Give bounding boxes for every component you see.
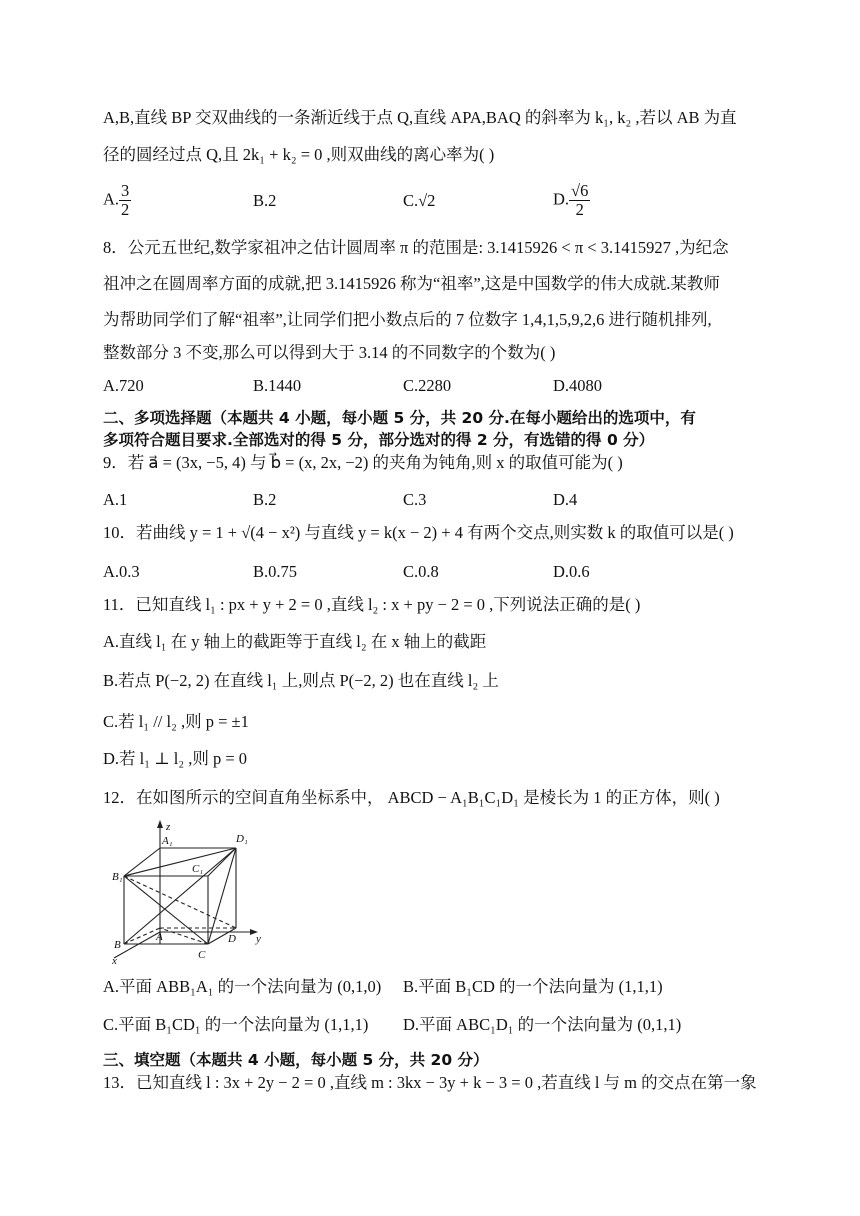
q10-option-b: B.0.75 bbox=[253, 562, 298, 581]
q8-option-b: B.1440 bbox=[253, 376, 302, 395]
label-y: y bbox=[256, 933, 261, 945]
q11-option-c: C.若 l₁ // l₂ ,则 p = ±1 bbox=[103, 712, 249, 731]
section3-heading: 三、填空题（本题共 4 小题，每小题 5 分，共 20 分） bbox=[103, 1051, 489, 1069]
q12-options-row1 bbox=[103, 976, 763, 998]
z-axis-arrow-icon bbox=[157, 820, 163, 828]
q7-option-d bbox=[553, 182, 590, 219]
q12-option-d: D.平面 ABC₁D₁ 的一个法向量为 (0,1,1) bbox=[403, 1015, 682, 1034]
label-d: D bbox=[228, 933, 236, 945]
q10-option-d: D.0.6 bbox=[553, 562, 590, 581]
q12-text: 12．在如图所示的空间直角坐标系中， ABCD − A₁B₁C₁D₁ 是棱长为 1 的正方体，则( ) bbox=[103, 788, 720, 807]
q10-options bbox=[103, 561, 763, 583]
section2-heading-line2: 多项符合题目要求.全部选对的得 5 分，部分选对的得 2 分，有选错的得 0 分） bbox=[103, 431, 655, 449]
q9-option-a: A.1 bbox=[103, 490, 128, 509]
q7-option-a-fraction bbox=[119, 182, 131, 219]
q12-option-a: A.平面 ABB₁A₁ 的一个法向量为 (0,1,0) bbox=[103, 977, 382, 996]
q12-option-c: C.平面 B₁CD₁ 的一个法向量为 (1,1,1) bbox=[103, 1015, 369, 1034]
q9-text: 9．若 a⃗ = (3x, −5, 4) 与 b⃗ = (x, 2x, −2) 的夹角为钝角,则 x 的取值可能为( ) bbox=[103, 453, 623, 472]
label-c: C bbox=[198, 949, 206, 961]
q8-option-d: D.4080 bbox=[553, 376, 603, 395]
q10-text: 10．若曲线 y = 1 + √(4 − x²) 与直线 y = k(x − 2) + 4 有两个交点,则实数 k 的取值可以是( ) bbox=[103, 523, 734, 542]
q8-line3: 为帮助同学们了解“祖率”,让同学们把小数点后的 7 位数字 1,4,1,5,9,2,6 进行随机排列, bbox=[103, 310, 712, 329]
label-b: B bbox=[114, 939, 121, 951]
q9-option-b: B.2 bbox=[253, 490, 277, 509]
q8-options bbox=[103, 375, 763, 397]
q8-line4: 整数部分 3 不变,那么可以得到大于 3.14 的不同数字的个数为( ) bbox=[103, 343, 556, 362]
diag-c-a bbox=[160, 928, 208, 944]
label-c1: C₁ bbox=[192, 863, 204, 875]
label-d1: D₁ bbox=[236, 833, 248, 845]
q7-line2: 径的圆经过点 Q,且 2k₁ + k₂ = 0 ,则双曲线的离心率为( ) bbox=[103, 145, 495, 164]
q7-option-b: B.2 bbox=[253, 191, 277, 210]
q11-option-a: A.直线 l₁ 在 y 轴上的截距等于直线 l₂ 在 x 轴上的截距 bbox=[103, 632, 487, 651]
q8-option-c: C.2280 bbox=[403, 376, 452, 395]
diag-b1-d bbox=[124, 876, 236, 928]
q7-option-a-numerator: 3 bbox=[121, 181, 130, 200]
q10-option-c: C.0.8 bbox=[403, 562, 439, 581]
section2-heading-line1: 二、多项选择题（本题共 4 小题，每小题 5 分，共 20 分.在每小题给出的选项中，有 bbox=[103, 409, 696, 427]
q9-options bbox=[103, 489, 763, 511]
q7-option-d-denominator: 2 bbox=[575, 200, 584, 219]
label-a: A bbox=[156, 931, 163, 943]
q11-option-b: B.若点 P(−2, 2) 在直线 l₁ 上,则点 P(−2, 2) 也在直线 l₂ 上 bbox=[103, 671, 499, 690]
label-z: z bbox=[166, 821, 171, 833]
q10-option-a: A.0.3 bbox=[103, 562, 140, 581]
q12-option-b: B.平面 B₁CD 的一个法向量为 (1,1,1) bbox=[403, 977, 663, 996]
q13-text: 13．已知直线 l : 3x + 2y − 2 = 0 ,直线 m : 3kx − 3y + k − 3 = 0 ,若直线 l 与 m 的交点在第一象 bbox=[103, 1073, 757, 1092]
q11-text: 11．已知直线 l₁ : px + y + 2 = 0 ,直线 l₂ : x + py − 2 = 0 ,下列说法正确的是( ) bbox=[103, 595, 641, 614]
q7-option-a-prefix: A. bbox=[103, 189, 120, 209]
q8-line2: 祖冲之在圆周率方面的成就,把 3.1415926 称为“祖率”,这是中国数学的伟大成就.某教师 bbox=[103, 274, 720, 293]
q7-option-c: C.√2 bbox=[403, 191, 436, 210]
cube-figure bbox=[110, 818, 272, 964]
q8-option-a: A.720 bbox=[103, 376, 144, 395]
q7-option-d-numerator: √6 bbox=[571, 181, 589, 200]
q11-option-d: D.若 l₁ ⊥ l₂ ,则 p = 0 bbox=[103, 749, 248, 768]
q7-option-a bbox=[103, 182, 131, 219]
q9-option-c: C.3 bbox=[403, 490, 427, 509]
label-b1: B₁ bbox=[112, 871, 123, 883]
label-a1: A₁ bbox=[162, 835, 173, 847]
x-axis bbox=[114, 932, 160, 958]
q7-options bbox=[103, 181, 763, 219]
q7-option-d-prefix: D. bbox=[553, 189, 570, 209]
label-x: x bbox=[112, 955, 117, 964]
q9-option-d: D.4 bbox=[553, 490, 578, 509]
q8-line1: 8．公元五世纪,数学家祖冲之估计圆周率 π 的范围是: 3.1415926 < π < 3.1415927 ,为纪念 bbox=[103, 238, 729, 257]
q12-options-row2 bbox=[103, 1014, 763, 1036]
q7-line1: A,B,直线 BP 交双曲线的一条渐近线于点 Q,直线 APA,BAQ 的斜率为 k₁, k₂ ,若以 AB 为直 bbox=[103, 108, 737, 127]
q7-option-a-denominator: 2 bbox=[121, 200, 130, 219]
q7-option-d-fraction bbox=[569, 182, 590, 219]
